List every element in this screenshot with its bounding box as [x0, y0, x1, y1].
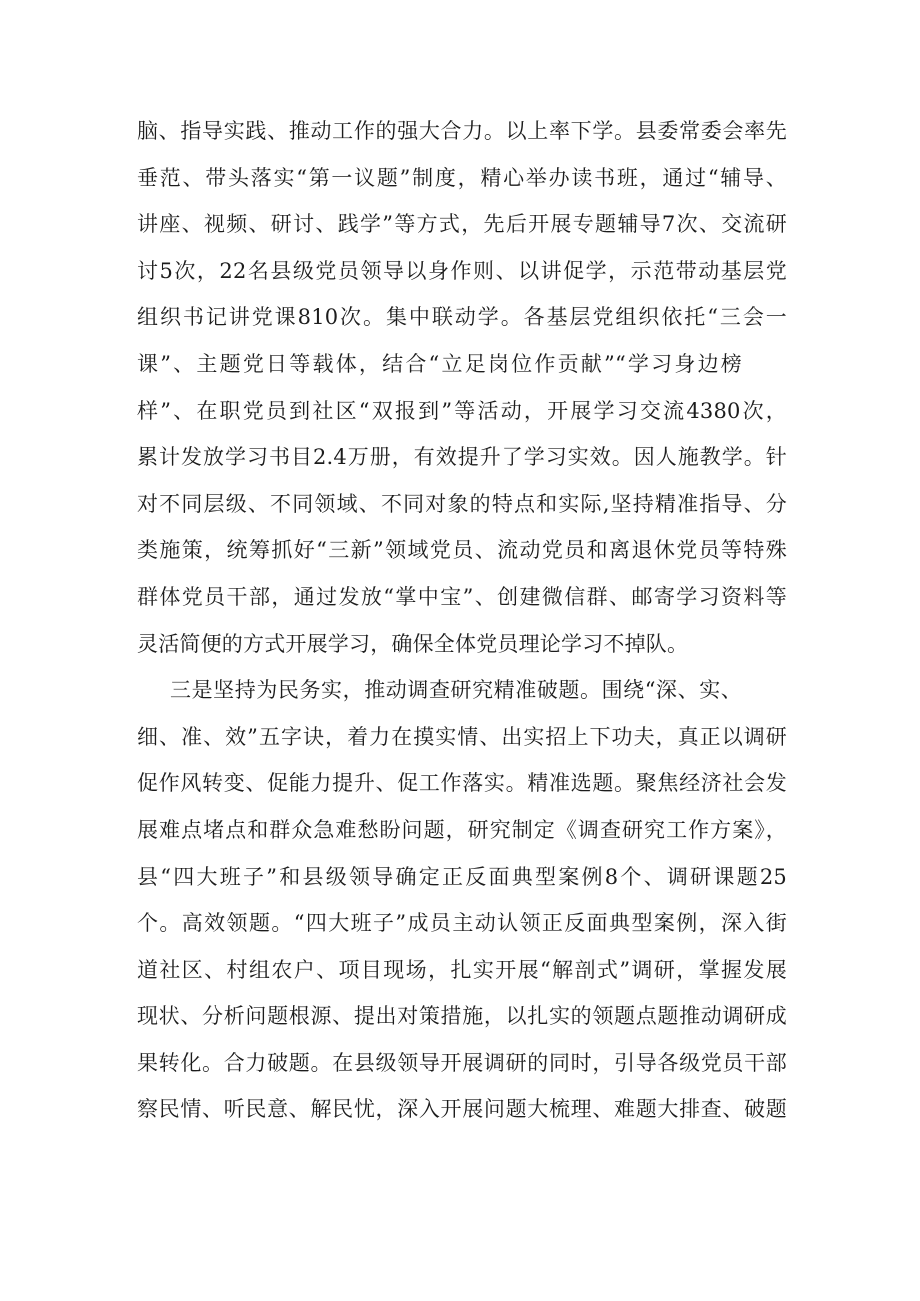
paragraph-2-line-3: 促作风转变、促能力提升、促工作落实。精准选题。聚焦经济社会发 — [137, 771, 787, 796]
paragraph-1-line-1: 脑、指导实践、推动工作的强大合力。以上率下学。县委常委会率先 — [137, 119, 787, 143]
paragraph-1-line-10: 类施策，统筹抓好“三新”领域党员、流动党员和离退休党员等特殊 — [137, 538, 787, 563]
paragraph-1-line-7: 样”、在职党员到社区“双报到”等活动，开展学习交流4380次， — [137, 398, 787, 423]
paragraph-2-line-6: 个。高效领题。“四大班子”成员主动认领正反面典型案例，深入街 — [137, 911, 787, 936]
paragraph-2-line-1: 三是坚持为民务实，推动调查研究精准破题。围绕“深、实、 — [170, 678, 742, 703]
paragraph-2-line-10: 察民情、听民意、解民忧，深入开展问题大梳理、难题大排查、破题 — [137, 1097, 787, 1122]
paragraph-1-line-9: 对不同层级、不同领域、不同对象的特点和实际,坚持精准指导、分 — [137, 491, 787, 516]
paragraph-1 — [137, 108, 787, 667]
paragraph-1-line-11: 群体党员干部，通过发放“掌中宝”、创建微信群、邮寄学习资料等 — [137, 584, 787, 609]
paragraph-2-line-9: 果转化。合力破题。在县级领导开展调研的同时，引导各级党员干部 — [137, 1050, 787, 1075]
paragraph-2-line-8: 现状、分析问题根源、提出对策措施，以扎实的领题点题推动调研成 — [137, 1004, 787, 1029]
body-text — [137, 108, 787, 1133]
paragraph-1-line-3: 讲座、视频、研讨、践学”等方式，先后开展专题辅导7次、交流研 — [137, 212, 787, 237]
paragraph-2 — [137, 667, 787, 1133]
paragraph-2-line-5: 县“四大班子”和县级领导确定正反面典型案例8个、调研课题25 — [137, 864, 787, 889]
paragraph-2-line-4: 展难点堵点和群众急难愁盼问题，研究制定《调查研究工作方案》， — [137, 817, 787, 842]
paragraph-1-line-4: 讨5次，22名县级党员领导以身作则、以讲促学，示范带动基层党 — [137, 258, 787, 283]
paragraph-1-line-6: 课”、主题党日等载体，结合“立足岗位作贡献”“学习身边榜 — [137, 351, 742, 376]
paragraph-1-line-12: 灵活简便的方式开展学习，确保全体党员理论学习不掉队。 — [137, 631, 689, 656]
paragraph-1-line-2: 垂范、带头落实“第一议题”制度，精心举办读书班，通过“辅导、 — [137, 165, 787, 190]
paragraph-1-line-8: 累计发放学习书目2.4万册，有效提升了学习实效。因人施教学。针 — [137, 445, 787, 470]
paragraph-2-line-2: 细、准、效”五字诀，着力在摸实情、出实招上下功夫，真正以调研 — [137, 724, 787, 749]
paragraph-1-line-5: 组织书记讲党课810次。集中联动学。各基层党组织依托“三会一 — [137, 305, 787, 330]
paragraph-2-line-7: 道社区、村组农户、项目现场，扎实开展“解剖式”调研，掌握发展 — [137, 957, 787, 982]
